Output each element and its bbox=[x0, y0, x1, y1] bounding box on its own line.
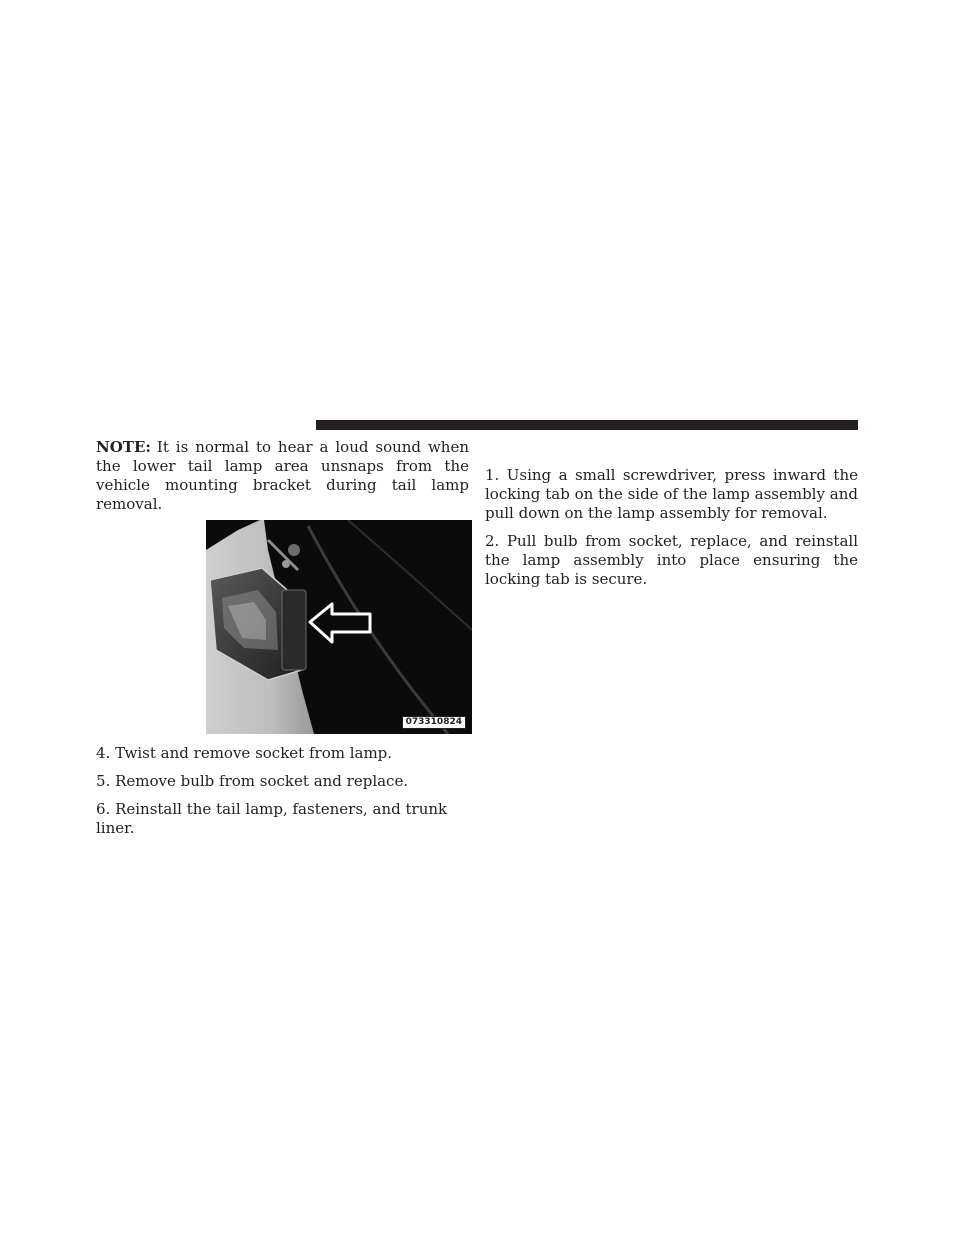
step-6: 6. Reinstall the tail lamp, fasteners, and trunk liner. bbox=[96, 800, 448, 837]
step-2: 2. Pull bulb from socket, replace, and reinstall the lamp assembly into place ensuring the locking tab is secure. bbox=[485, 532, 858, 588]
step-4: 4. Twist and remove socket from lamp. bbox=[96, 744, 393, 762]
note-label: NOTE: bbox=[96, 438, 151, 456]
section-header-bar bbox=[316, 420, 858, 430]
step-1: 1. Using a small screwdriver, press inward the locking tab on the side of the lamp assembly and pull down on the lamp assembly for removal. bbox=[485, 466, 858, 522]
note-paragraph bbox=[96, 438, 469, 514]
right-column bbox=[485, 466, 858, 589]
left-column bbox=[96, 438, 469, 838]
tail-lamp-illustration bbox=[198, 520, 472, 734]
tail-lamp-figure bbox=[198, 520, 472, 734]
note-text: It is normal to hear a loud sound when the lower tail lamp area unsnaps from the vehicle mounting bracket during tail lamp removal. bbox=[96, 438, 469, 513]
figure-code: 073310824 bbox=[402, 716, 466, 729]
step-5: 5. Remove bulb from socket and replace. bbox=[96, 772, 409, 790]
